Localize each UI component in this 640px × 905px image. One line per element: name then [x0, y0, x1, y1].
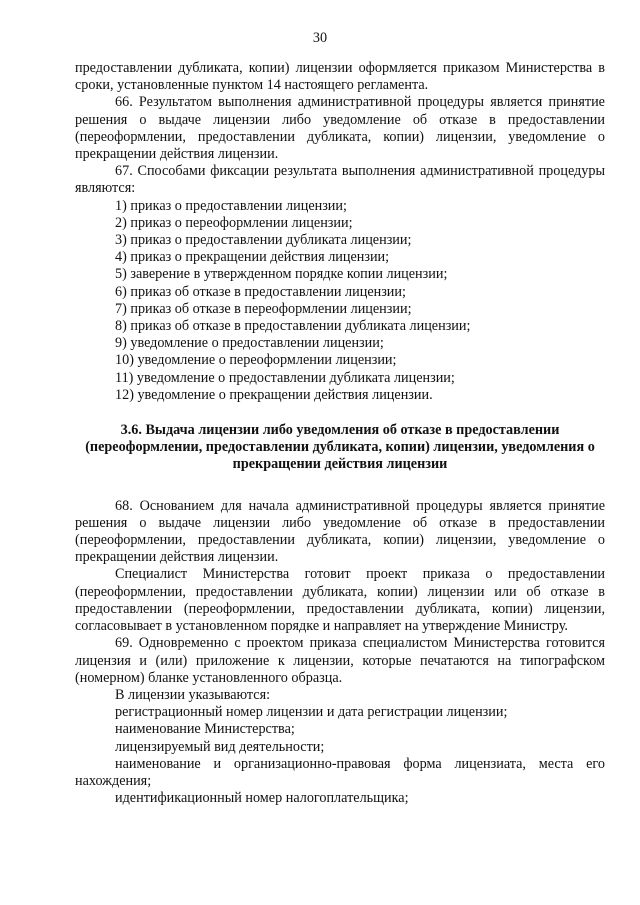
list-item: 4) приказ о прекращении действия лицензии; — [115, 249, 390, 266]
section-heading: 3.6. Выдача лицензии либо уведомления об отказе в предоставлении (переоформлении, предоставлении дубликата, копии) лицензии, уведомления о прекращении действия лицензии — [85, 422, 595, 473]
paragraph-66: 66. Результатом выполнения административной процедуры является принятие решения о выдаче лицензии либо уведомление об отказе в предоставлении (переоформлении, предоставлении дубликата, копии) лицензии, уведомление о прекращении действия лицензии. — [75, 94, 605, 163]
paragraph-specialist: Специалист Министерства готовит проект приказа о предоставлении (переоформлении, предоставлении дубликата, копии) лицензии или об отказе в предоставлении (переоформлении, предоставлении дубликата, копии) лицензии, согласовывает в установленном порядке и направляет на утверждение Министру. — [75, 566, 605, 635]
license-intro: В лицензии указываются: — [115, 686, 271, 703]
license-item: наименование Министерства; — [115, 721, 295, 738]
list-item: 12) уведомление о прекращении действия лицензии. — [115, 386, 433, 403]
list-item: 1) приказ о предоставлении лицензии; — [115, 197, 347, 214]
list-item: 10) уведомление о переоформлении лицензии; — [115, 352, 397, 369]
list-item: 3) приказ о предоставлении дубликата лицензии; — [115, 232, 412, 249]
list-item: 7) приказ об отказе в переоформлении лицензии; — [115, 300, 412, 317]
license-item: наименование и организационно-правовая форма лицензиата, места его нахождения; — [75, 755, 605, 789]
license-items — [75, 704, 605, 807]
list-item: 6) приказ об отказе в предоставлении лицензии; — [115, 283, 406, 300]
list-item: 5) заверение в утвержденном порядке копии лицензии; — [115, 266, 448, 283]
license-item: регистрационный номер лицензии и дата регистрации лицензии; — [115, 704, 508, 721]
document-body — [75, 60, 605, 807]
license-item: идентификационный номер налогоплательщика; — [115, 790, 409, 807]
paragraph-68: 68. Основанием для начала административной процедуры является принятие решения о выдаче лицензии либо уведомление об отказе в предоставлении (переоформлении, предоставлении дубликата, копии) лицензии, уведомление о прекращении действия лицензии. — [75, 497, 605, 566]
page-number: 30 — [312, 30, 328, 46]
list-item: 8) приказ об отказе в предоставлении дубликата лицензии; — [115, 318, 471, 335]
paragraph-69: 69. Одновременно с проектом приказа специалистом Министерства готовится лицензия и (или) приложение к лицензии, которые печатаются на типографском (номерном) бланке установленного образца. — [75, 635, 605, 686]
list-item: 2) приказ о переоформлении лицензии; — [115, 214, 353, 231]
license-item: лицензируемый вид деятельности; — [115, 738, 325, 755]
paragraph-67: 67. Способами фиксации результата выполнения административной процедуры являются: — [75, 163, 605, 197]
list-item: 11) уведомление о предоставлении дубликата лицензии; — [115, 369, 455, 386]
list-67 — [75, 198, 605, 404]
paragraph-intro: предоставлении дубликата, копии) лицензии оформляется приказом Министерства в сроки, установленные пунктом 14 настоящего регламента. — [75, 60, 605, 94]
list-item: 9) уведомление о предоставлении лицензии; — [115, 335, 384, 352]
